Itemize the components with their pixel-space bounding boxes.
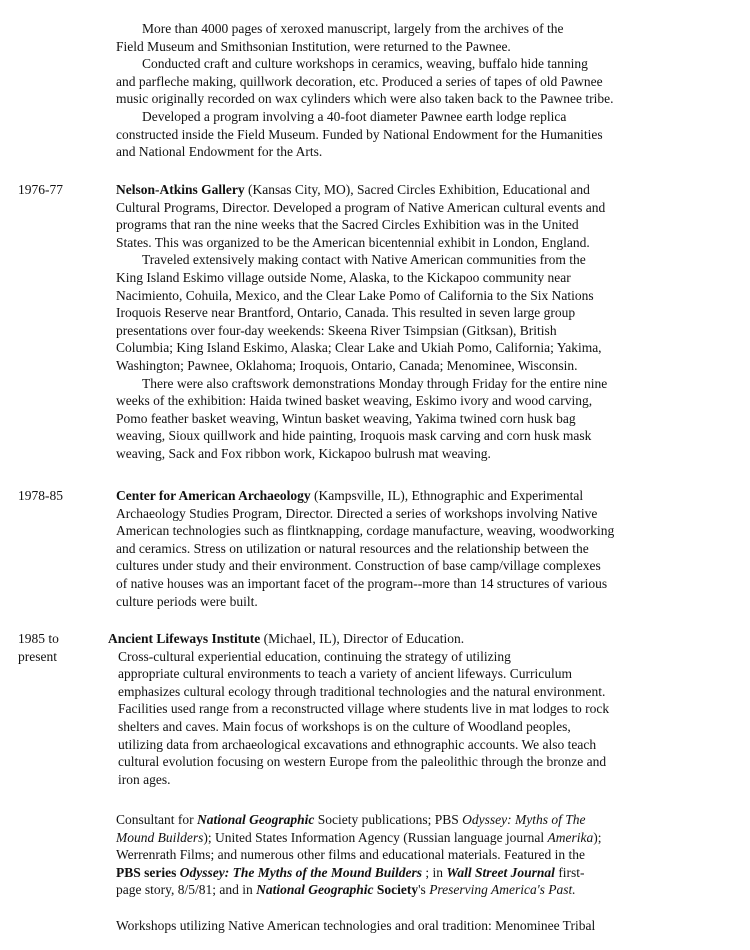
text-line: States. This was organized to be the American bicentennial exhibit in London, England.	[116, 234, 590, 250]
text-line: and parfleche making, quillwork decoration, etc. Produced a series of tapes of old Pawnee	[116, 73, 603, 89]
text-line: Columbia; King Island Eskimo, Alaska; Clear Lake and Ukiah Pomo, California; Yakima,	[116, 340, 602, 356]
org-name: Center for American Archaeology	[116, 488, 311, 503]
text-span: Society publications; PBS	[314, 812, 463, 827]
text-span: );	[593, 829, 602, 845]
text-span: ); United States Information Agency (Russian language journal	[203, 829, 548, 845]
text-span: first-	[554, 864, 585, 880]
text-line	[108, 630, 738, 648]
text-line: Cross-cultural experiential education, continuing the strategy of utilizing	[118, 648, 511, 664]
text-span: (Kansas City, MO), Sacred Circles Exhibition, Educational and	[244, 182, 590, 197]
entry-center-american-archaeology	[116, 487, 736, 610]
publication-name: Mound Builders	[116, 829, 204, 845]
publication-name: Preserving America's Past.	[429, 882, 576, 898]
text-line: constructed inside the Field Museum. Funded by National Endowment for the Humanities	[116, 126, 603, 142]
text-line	[116, 811, 736, 829]
text-span: 's	[418, 882, 430, 898]
text-line: appropriate cultural environments to teach a variety of ancient lifeways. Curriculum	[118, 666, 572, 682]
text-line	[116, 881, 736, 899]
intro-paragraphs	[116, 20, 736, 161]
text-line: Field Museum and Smithsonian Institution, were returned to the Pawnee.	[116, 38, 511, 54]
text-line: and National Endowment for the Arts.	[116, 144, 323, 160]
text-line: weeks of the exhibition: Haida twined basket weaving, Eskimo ivory and wood carving,	[116, 393, 593, 409]
text-line: More than 4000 pages of xeroxed manuscript, largely from the archives of the	[142, 21, 564, 36]
text-line: Workshops utilizing Native American technologies and oral tradition: Menominee Tribal	[116, 918, 596, 933]
text-line: Iroquois Reserve near Brantford, Ontario, Canada. This resulted in seven large group	[116, 305, 576, 321]
date-line: 1985 to	[18, 631, 59, 646]
org-name: Nelson-Atkins Gallery	[116, 182, 245, 197]
text-span: (Kampsville, IL), Ethnographic and Experimental	[310, 488, 584, 503]
text-span: ; in	[422, 864, 447, 880]
text-line: Archaeology Studies Program, Director. Directed a series of workshops involving Native	[116, 505, 598, 521]
text-line: Conducted craft and culture workshops in ceramics, weaving, buffalo hide tanning	[142, 56, 588, 72]
text-line: King Island Eskimo village outside Nome, Alaska, to the Kickapoo community near	[116, 269, 571, 285]
text-span: Society	[373, 882, 419, 898]
text-line	[116, 864, 736, 882]
publication-name: Odyssey: The Myths of the Mound Builders	[179, 864, 423, 880]
text-line: utilizing data from archaeological excavations and ethnographic accounts. We also teach	[118, 736, 597, 752]
text-line: cultures under study and their environment. Construction of base camp/village complexes	[116, 558, 601, 574]
text-line: culture periods were built.	[116, 593, 258, 609]
text-line: and ceramics. Stress on utilization or natural resources and the relationship between the	[116, 540, 589, 556]
entry-date: 1976-77	[18, 182, 63, 197]
text-line	[116, 829, 736, 847]
text-line: weaving, Sack and Fox ribbon work, Kickapoo bulrush mat weaving.	[116, 445, 491, 461]
text-line	[116, 487, 736, 505]
text-line: Traveled extensively making contact with Native American communities from the	[142, 252, 586, 268]
entry-date: 1978-85	[18, 488, 63, 503]
text-line: Pomo feather basket weaving, Wintun basket weaving, Yakima twined corn husk bag	[116, 410, 576, 426]
entry-nelson-atkins	[116, 181, 736, 463]
text-line: programs that ran the nine weeks that the Sacred Circles Exhibition was in the United	[116, 217, 579, 233]
text-span: PBS series	[116, 864, 180, 880]
text-line: Werrenrath Films; and numerous other films and educational materials. Featured in the	[116, 847, 586, 863]
text-line: American technologies such as flintknapping, cordage manufacture, weaving, woodworking	[116, 523, 615, 539]
publication-name: Odyssey: Myths of The	[462, 812, 586, 827]
publication-name: National Geographic	[197, 812, 315, 827]
text-line: There were also craftswork demonstrations Monday through Friday for the entire nine	[142, 375, 608, 391]
text-line: Nacimiento, Cohuila, Mexico, and the Clear Lake Pomo of California to the Six Nations	[116, 287, 594, 303]
text-line: weaving, Sioux quillwork and hide painting, Iroquois mask carving and corn husk mask	[116, 428, 592, 444]
text-line: of native houses was an important facet of the program--more than 14 structures of various	[116, 575, 608, 591]
text-line: cultural evolution focusing on western Europe from the paleolithic through the bronze and	[118, 754, 607, 770]
text-line: presentations over four-day weekends: Skeena River Tsimpsian (Gitksan), British	[116, 322, 557, 338]
text-line: iron ages.	[118, 771, 171, 787]
text-line: music originally recorded on wax cylinders which were also taken back to the Pawnee tribe.	[116, 91, 614, 107]
entry-date	[18, 630, 108, 665]
text-span: (Michael, IL), Director of Education.	[260, 631, 465, 646]
text-line: Cultural Programs, Director. Developed a program of Native American cultural events and	[116, 199, 606, 215]
date-line: present	[18, 648, 57, 664]
text-line: Developed a program involving a 40-foot diameter Pawnee earth lodge replica	[142, 108, 567, 124]
publication-name: National Geographic	[256, 882, 374, 898]
text-line: shelters and caves. Main focus of workshops is on the culture of Woodland peoples,	[118, 718, 571, 734]
text-line: Washington; Pawnee, Oklahoma; Iroquois, Ontario, Canada; Menominee, Wisconsin.	[116, 357, 578, 373]
publication-name: Wall Street Journal	[446, 864, 555, 880]
text-line: emphasizes cultural ecology through traditional technologies and the natural environment.	[118, 683, 606, 699]
workshops-paragraph	[116, 917, 736, 935]
text-line	[116, 181, 736, 199]
consultant-paragraph	[116, 811, 736, 899]
text-span: page story, 8/5/81; and in	[116, 882, 257, 898]
org-name: Ancient Lifeways Institute	[108, 631, 261, 646]
text-line: Facilities used range from a reconstructed village where students live in mat lodges to rock	[118, 701, 610, 717]
publication-name: Amerika	[547, 829, 594, 845]
entry-ancient-lifeways	[108, 630, 738, 788]
text-span: Consultant for	[116, 812, 197, 827]
